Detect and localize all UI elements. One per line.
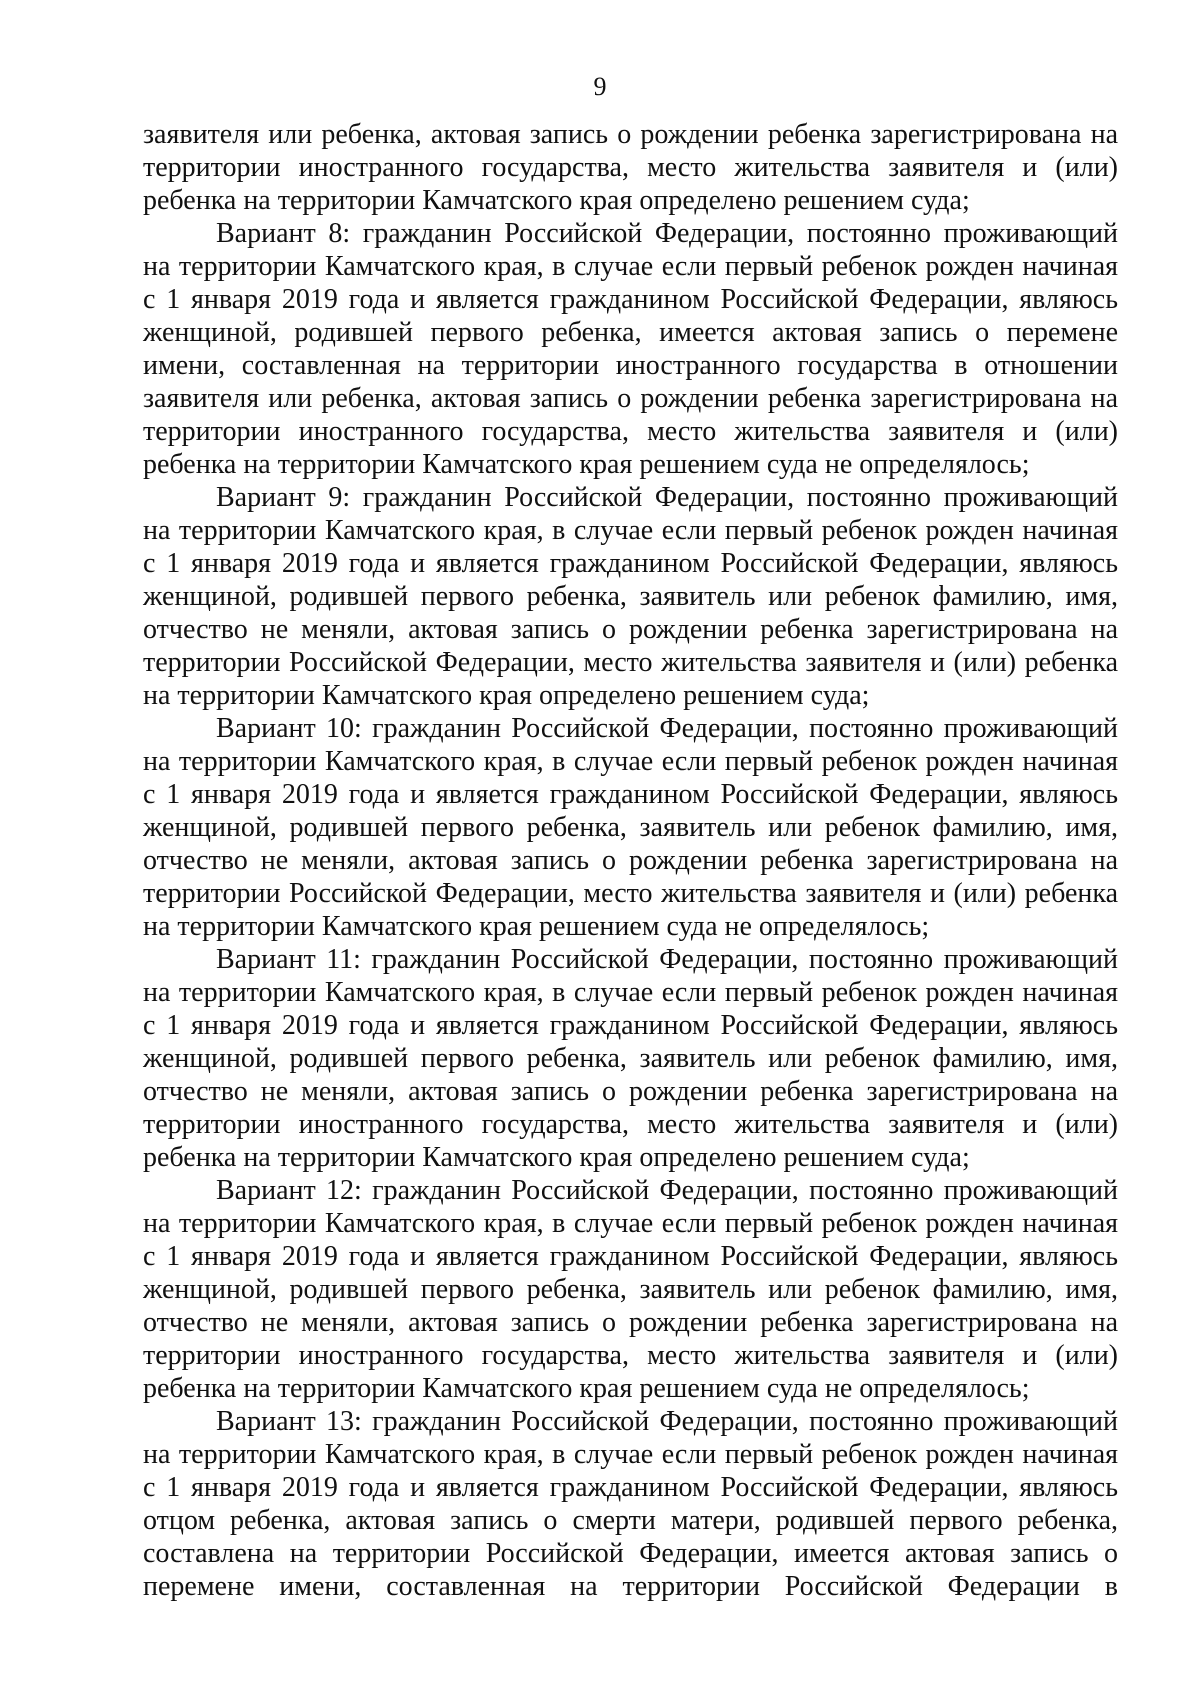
- paragraph-continuation: заявителя или ребенка, актовая запись о рождении ребенка зарегистрирована на территории иностранного государства, место жительства заявителя и (или) ребенка на территории Камчатского края определено решением суда;: [143, 119, 1118, 216]
- page-number: 9: [593, 72, 607, 101]
- paragraph-variant-13: Вариант 13: гражданин Российской Федерации, постоянно проживающий на территории Камчатского края, в случае если первый ребенок рожден начиная с 1 января 2019 года и является гражданином Российской Федерации, являюсь отцом ребенка, актовая запись о смерти матери, родившей первого ребенка, составлена на территории Российской Федерации, имеется актовая запись о перемене имени, составленная на территории Российской Федерации в: [143, 1406, 1118, 1602]
- paragraph-variant-9: Вариант 9: гражданин Российской Федерации, постоянно проживающий на территории Камчатского края, в случае если первый ребенок рожден начиная с 1 января 2019 года и является гражданином Российской Федерации, являюсь женщиной, родившей первого ребенка, заявитель или ребенок фамилию, имя, отчество не меняли, актовая запись о рождении ребенка зарегистрирована на территории Российской Федерации, место жительства заявителя и (или) ребенка на территории Камчатского края определено решением суда;: [143, 482, 1118, 711]
- paragraph-variant-8: Вариант 8: гражданин Российской Федерации, постоянно проживающий на территории Камчатского края, в случае если первый ребенок рожден начиная с 1 января 2019 года и является гражданином Российской Федерации, являюсь женщиной, родившей первого ребенка, имеется актовая запись о перемене имени, составленная на территории иностранного государства в отношении заявителя или ребенка, актовая запись о рождении ребенка зарегистрирована на территории иностранного государства, место жительства заявителя и (или) ребенка на территории Камчатского края решением суда не определялось;: [143, 218, 1118, 480]
- paragraph-variant-11: Вариант 11: гражданин Российской Федерации, постоянно проживающий на территории Камчатского края, в случае если первый ребенок рожден начиная с 1 января 2019 года и является гражданином Российской Федерации, являюсь женщиной, родившей первого ребенка, заявитель или ребенок фамилию, имя, отчество не меняли, актовая запись о рождении ребенка зарегистрирована на территории иностранного государства, место жительства заявителя и (или) ребенка на территории Камчатского края определено решением суда;: [143, 944, 1118, 1173]
- paragraph-variant-12: Вариант 12: гражданин Российской Федерации, постоянно проживающий на территории Камчатского края, в случае если первый ребенок рожден начиная с 1 января 2019 года и является гражданином Российской Федерации, являюсь женщиной, родившей первого ребенка, заявитель или ребенок фамилию, имя, отчество не меняли, актовая запись о рождении ребенка зарегистрирована на территории иностранного государства, место жительства заявителя и (или) ребенка на территории Камчатского края решением суда не определялось;: [143, 1175, 1118, 1404]
- document-body: [143, 118, 1118, 1603]
- paragraph-variant-10: Вариант 10: гражданин Российской Федерации, постоянно проживающий на территории Камчатского края, в случае если первый ребенок рожден начиная с 1 января 2019 года и является гражданином Российской Федерации, являюсь женщиной, родившей первого ребенка, заявитель или ребенок фамилию, имя, отчество не меняли, актовая запись о рождении ребенка зарегистрирована на территории Российской Федерации, место жительства заявителя и (или) ребенка на территории Камчатского края решением суда не определялось;: [143, 713, 1118, 942]
